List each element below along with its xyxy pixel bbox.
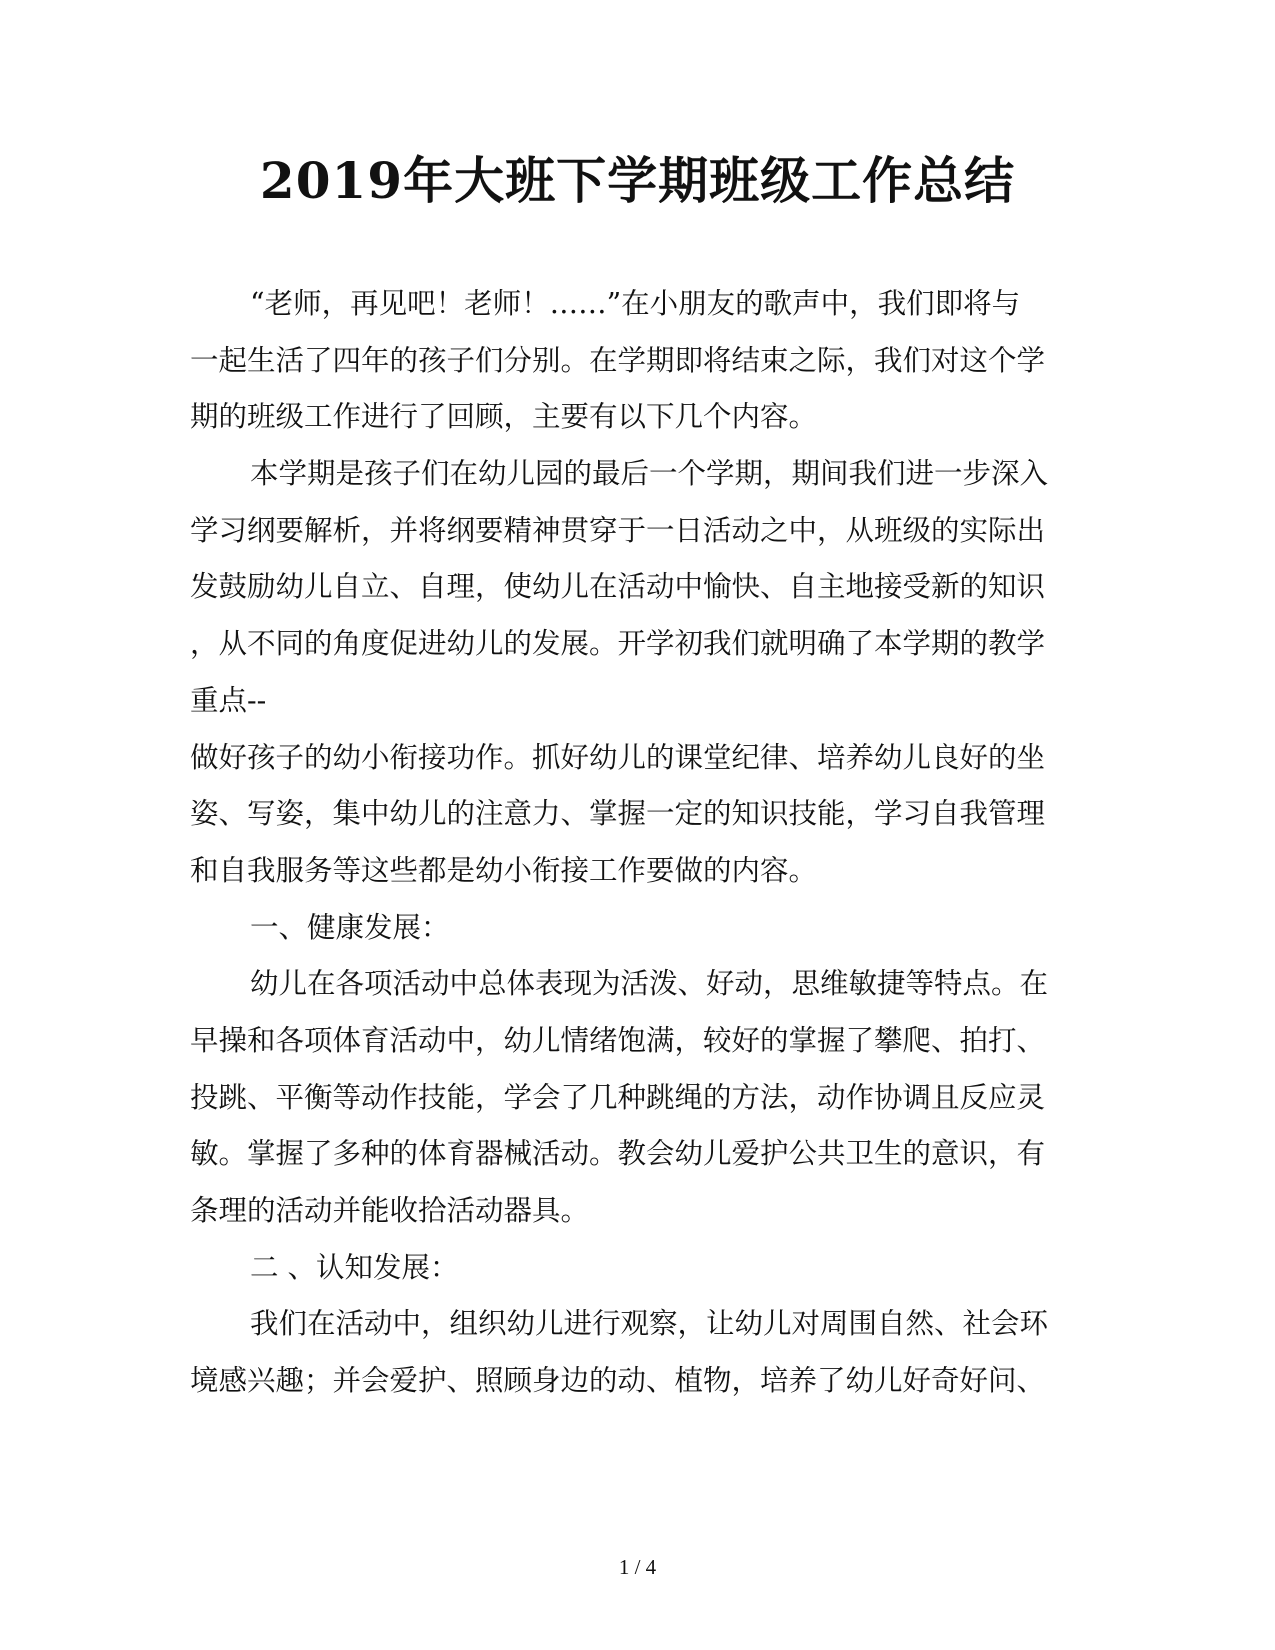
paragraph-line: 做好孩子的幼小衔接功作。抓好幼儿的课堂纪律、培养幼儿良好的坐 <box>190 740 1046 774</box>
paragraph-line: “老师，再见吧！老师！……”在小朋友的歌声中，我们即将与 <box>250 287 1021 320</box>
paragraph-line: 学习纲要解析，并将纲要精神贯穿于一日活动之中，从班级的实际出 <box>190 513 1046 547</box>
paragraph-line: 我们在活动中，组织幼儿进行观察，让幼儿对周围自然、社会环 <box>250 1307 1049 1341</box>
paragraph-line: 幼儿在各项活动中总体表现为活泼、好动，思维敏捷等特点。在 <box>250 967 1049 1001</box>
paragraph-line: 和自我服务等这些都是幼小衔接工作要做的内容。 <box>190 853 818 887</box>
paragraph-line: 投跳、平衡等动作技能，学会了几种跳绳的方法，动作协调且反应灵 <box>190 1080 1046 1114</box>
paragraph-line: 本学期是孩子们在幼儿园的最后一个学期，期间我们进一步深入 <box>250 457 1049 491</box>
paragraph-line: 条理的活动并能收拾活动器具。 <box>190 1194 590 1227</box>
section-heading: 二 、认知发展： <box>250 1250 459 1284</box>
page-number: 1 / 4 <box>618 1555 657 1579</box>
section-heading: 一、健康发展： <box>250 910 450 944</box>
paragraph-line: 期的班级工作进行了回顾，主要有以下几个内容。 <box>190 400 818 434</box>
paragraph-line: 姿、写姿，集中幼儿的注意力、掌握一定的知识技能，学习自我管理 <box>190 797 1046 831</box>
paragraph-line: 境感兴趣；并会爱护、照顾身边的动、植物，培养了幼儿好奇好问、 <box>190 1364 1046 1398</box>
document-title: 2019年大班下学期班级工作总结 <box>259 151 1016 210</box>
paragraph-line: 一起生活了四年的孩子们分别。在学期即将结束之际，我们对这个学 <box>190 343 1046 377</box>
paragraph-line: 早操和各项体育活动中，幼儿情绪饱满，较好的掌握了攀爬、拍打、 <box>190 1023 1046 1057</box>
paragraph-line: 重点-- <box>190 683 267 717</box>
document-body <box>190 276 1070 1410</box>
paragraph-line: 发鼓励幼儿自立、自理，使幼儿在活动中愉快、自主地接受新的知识 <box>190 570 1046 604</box>
paragraph-line: ，从不同的角度促进幼儿的发展。开学初我们就明确了本学期的教学 <box>190 627 1046 661</box>
paragraph-line: 敏。掌握了多种的体育器械活动。教会幼儿爱护公共卫生的意识，有 <box>190 1137 1046 1171</box>
